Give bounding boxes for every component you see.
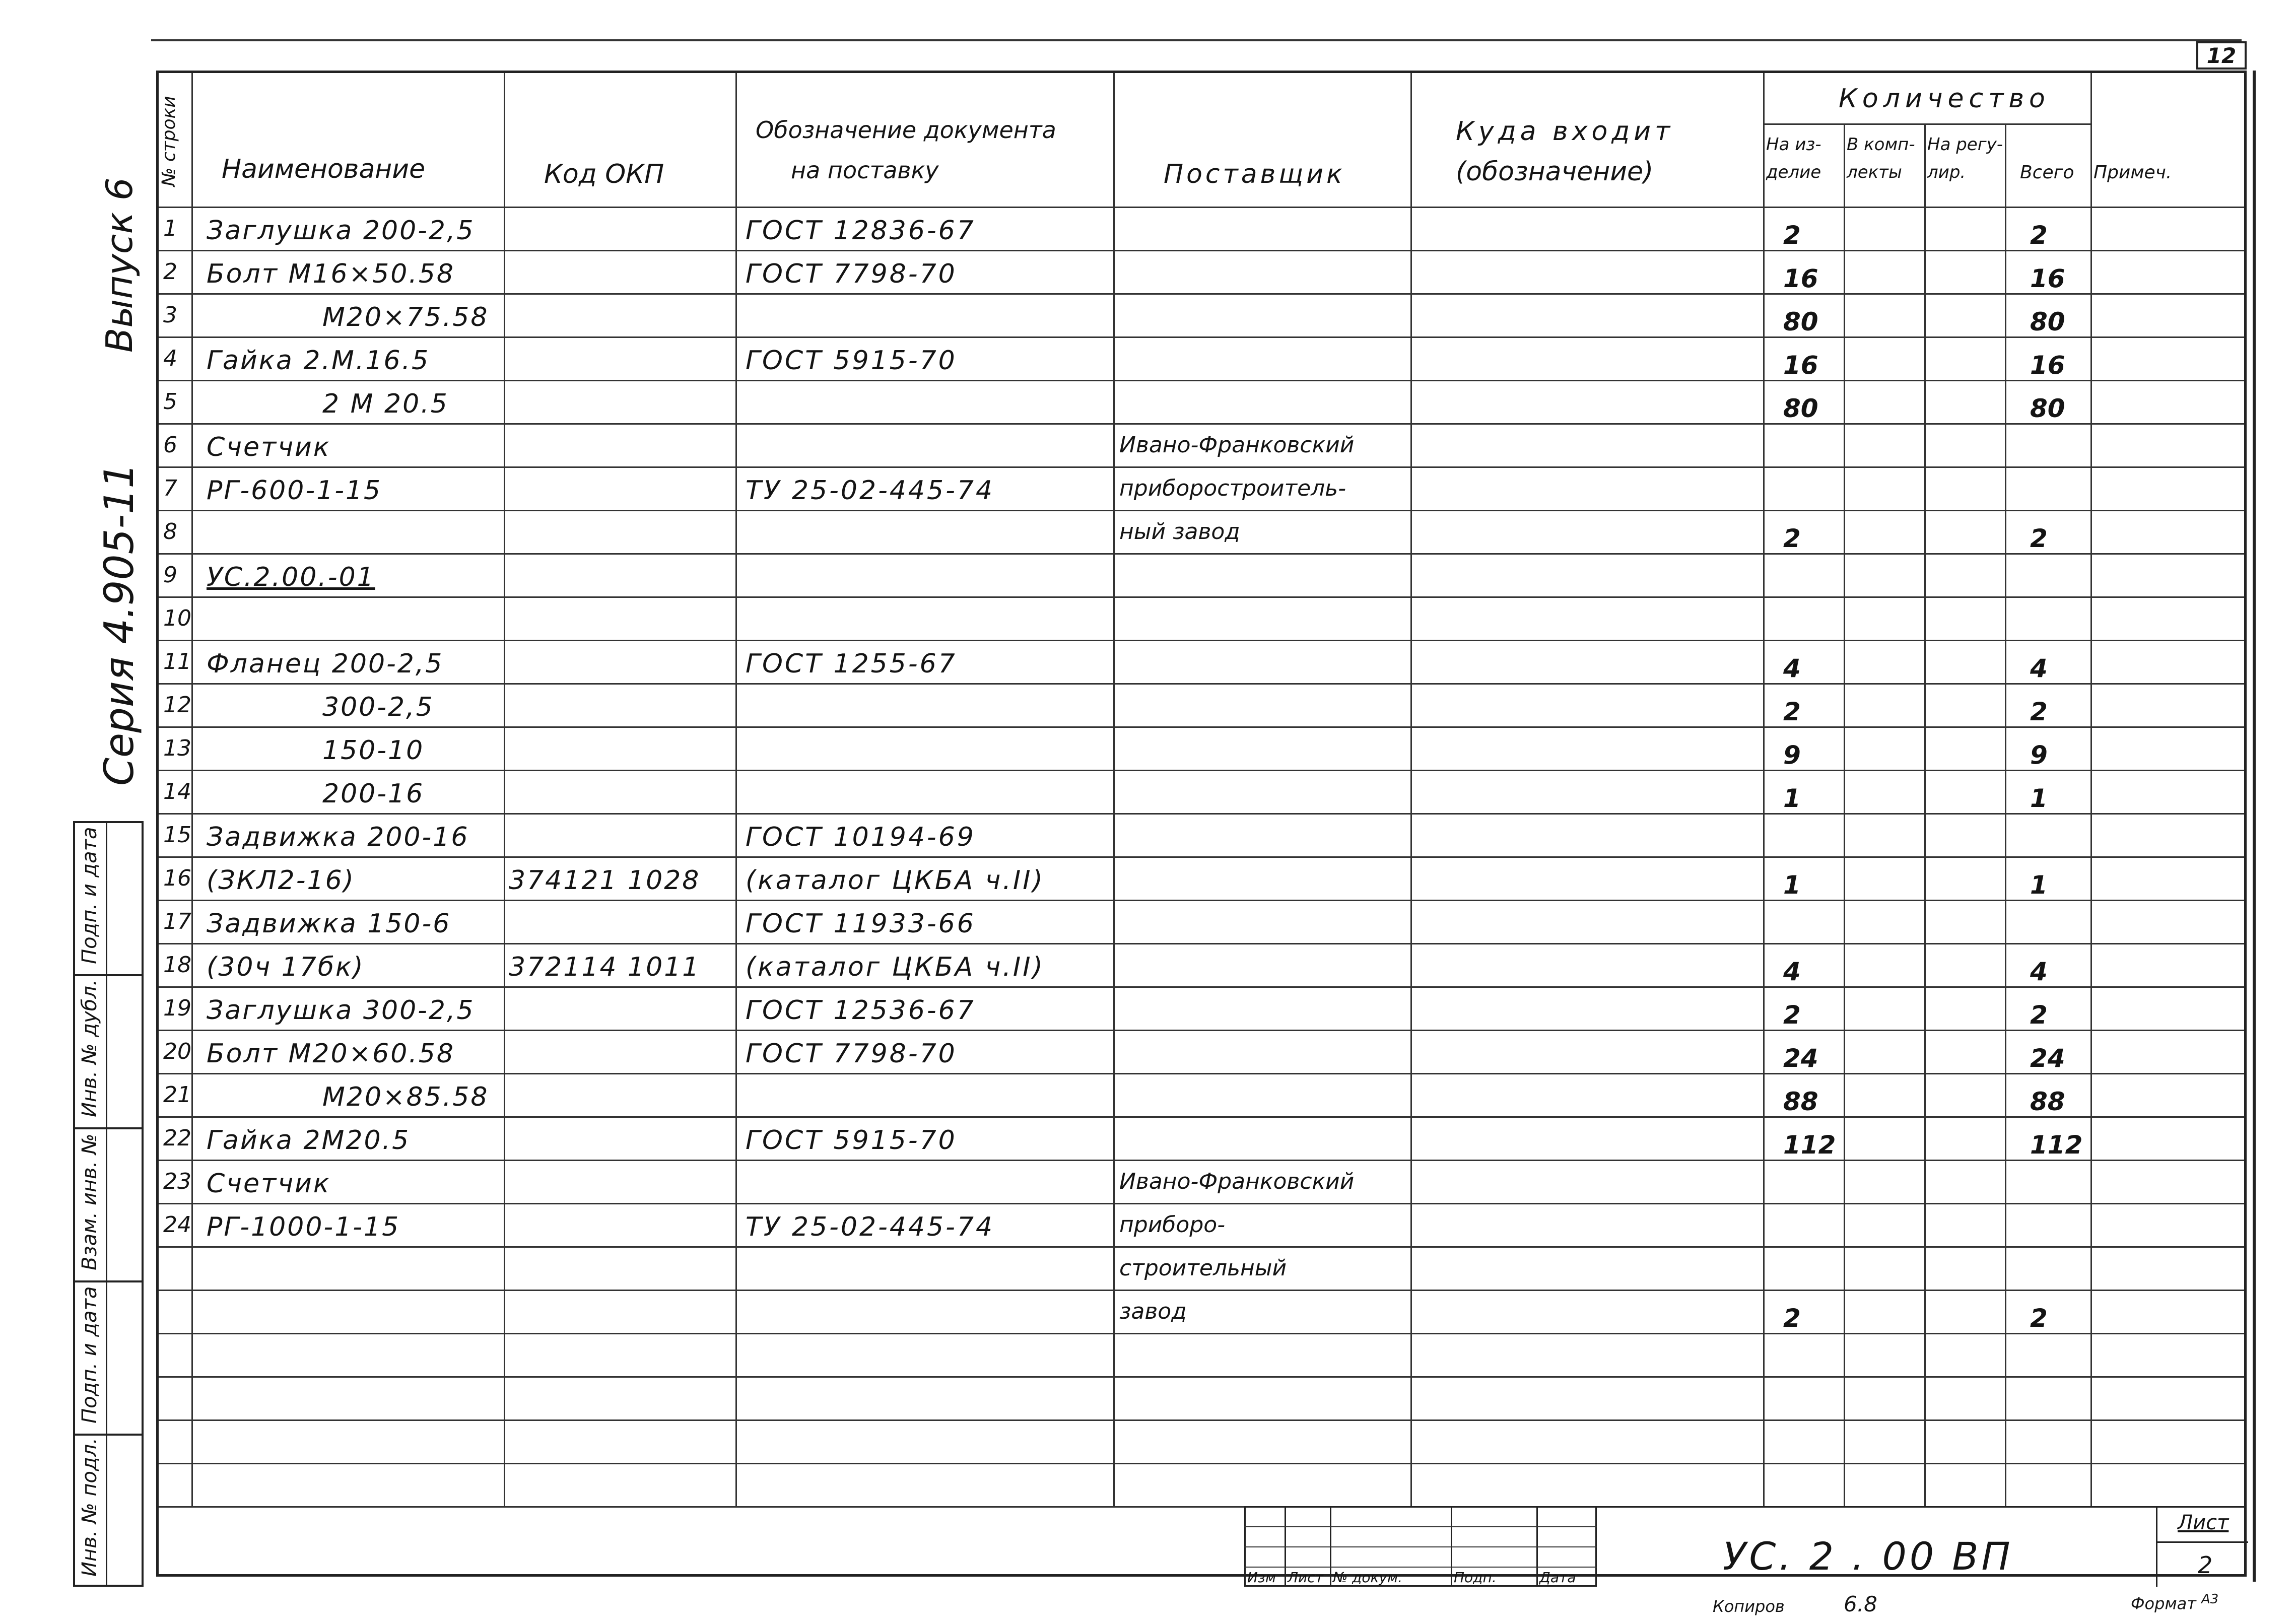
sheet-label: Лист — [2178, 1511, 2229, 1534]
row-okp-code: 374121 1028 — [509, 865, 701, 896]
row-name: Гайка 2.М.16.5 — [207, 346, 430, 376]
row-quantity-per-item: 4 — [1783, 654, 1801, 683]
row-quantity-per-item: 1 — [1783, 784, 1801, 813]
header-total: Всего — [2020, 162, 2074, 183]
title-block-label: Подп. — [1454, 1569, 1497, 1586]
header-in-sets-line2: лекты — [1847, 162, 1902, 182]
row-name: РГ-600-1-15 — [207, 476, 382, 506]
row-quantity-total: 4 — [2030, 654, 2048, 683]
row-number: 15 — [163, 822, 191, 848]
row-name: Задвижка 200-16 — [207, 822, 469, 852]
row-quantity-total: 80 — [2030, 307, 2065, 336]
row-quantity-total: 16 — [2030, 264, 2065, 293]
row-supplier: строительный — [1119, 1255, 1287, 1281]
title-block-label: Лист — [1288, 1569, 1323, 1586]
copied-value: 6.8 — [1844, 1592, 1877, 1616]
row-name: М20×75.58 — [322, 302, 489, 332]
row-document: ГОСТ 7798-70 — [746, 1039, 957, 1069]
row-quantity-per-item: 112 — [1783, 1130, 1836, 1160]
header-per-item: На из- — [1766, 134, 1821, 155]
copied-label: Копиров — [1713, 1597, 1785, 1616]
row-supplier: приборостроитель- — [1119, 476, 1346, 501]
header-name: Наименование — [222, 154, 426, 184]
series-label: Серия 4.905-11 — [96, 462, 143, 786]
row-document: ГОСТ 11933-66 — [746, 909, 976, 939]
row-document: (каталог ЦКБА ч.II) — [746, 952, 1045, 982]
row-document: ГОСТ 5915-70 — [746, 346, 957, 376]
header-where-line2: (обозначение) — [1456, 157, 1654, 187]
row-quantity-per-item: 16 — [1783, 264, 1818, 293]
row-quantity-total: 1 — [2030, 784, 2048, 813]
issue-label: Выпуск 6 — [98, 177, 141, 353]
row-number: 3 — [163, 302, 177, 328]
row-number: 14 — [163, 779, 191, 804]
row-quantity-per-item: 2 — [1783, 697, 1801, 726]
row-quantity-total: 1 — [2030, 870, 2048, 900]
row-quantity-total: 2 — [2030, 697, 2048, 726]
row-quantity-total: 2 — [2030, 1304, 2048, 1333]
row-supplier: ный завод — [1119, 519, 1240, 545]
row-document: ГОСТ 1255-67 — [746, 649, 957, 679]
row-name: 300-2,5 — [322, 692, 434, 722]
header-per-item-line2: делие — [1766, 162, 1821, 182]
page-number: 12 — [2206, 43, 2237, 68]
row-quantity-total: 24 — [2030, 1044, 2065, 1073]
header-where: Куда входит — [1456, 116, 1674, 147]
row-name: Гайка 2М20.5 — [207, 1125, 411, 1156]
row-number: 10 — [163, 605, 191, 631]
row-supplier: завод — [1119, 1299, 1187, 1324]
margin-divider — [73, 1434, 144, 1436]
row-quantity-total: 2 — [2030, 1000, 2048, 1030]
row-quantity-total: 9 — [2030, 740, 2048, 770]
row-quantity-total: 2 — [2030, 221, 2048, 250]
row-quantity-per-item: 4 — [1783, 957, 1801, 986]
row-quantity-per-item: 2 — [1783, 524, 1801, 553]
row-number: 4 — [163, 346, 177, 371]
header-okp-code: Код ОКП — [544, 159, 664, 189]
row-number: 19 — [163, 995, 191, 1021]
row-quantity-per-item: 24 — [1783, 1044, 1818, 1073]
page-number-box — [2196, 41, 2247, 70]
margin-field-label: Инв. № дубл. — [78, 979, 101, 1117]
row-name: РГ-1000-1-15 — [207, 1212, 400, 1242]
margin-divider — [73, 1280, 144, 1282]
title-block-label: Изм — [1247, 1569, 1276, 1586]
row-quantity-total: 88 — [2030, 1087, 2065, 1116]
header-document: Обозначение документа — [756, 116, 1056, 144]
format-label: Формат $^{А3}$ — [2131, 1592, 2219, 1613]
row-number: 17 — [163, 909, 191, 934]
margin-divider — [73, 1127, 144, 1129]
row-quantity-per-item: 2 — [1783, 1000, 1801, 1030]
margin-field-label: Взам. инв. № — [78, 1133, 101, 1270]
row-document: ГОСТ 12536-67 — [746, 995, 976, 1026]
row-number: 1 — [163, 216, 177, 241]
row-number: 18 — [163, 952, 191, 978]
row-document: ТУ 25-02-445-74 — [746, 476, 995, 506]
row-quantity-total: 16 — [2030, 351, 2065, 380]
row-quantity-per-item: 80 — [1783, 394, 1818, 423]
row-document: ГОСТ 10194-69 — [746, 822, 976, 852]
header-note: Примеч. — [2094, 162, 2172, 183]
row-name: Болт М20×60.58 — [207, 1039, 455, 1069]
row-number: 6 — [163, 432, 177, 458]
row-name: М20×85.58 — [322, 1082, 489, 1112]
row-name: (30ч 17бк) — [207, 952, 365, 982]
row-quantity-per-item: 2 — [1783, 221, 1801, 250]
row-name: 150-10 — [322, 735, 425, 766]
row-name: 2 М 20.5 — [322, 389, 449, 419]
row-number: 24 — [163, 1212, 191, 1238]
row-name: Счетчик — [207, 1169, 331, 1199]
row-number: 20 — [163, 1039, 191, 1064]
row-number: 22 — [163, 1125, 191, 1151]
row-number: 12 — [163, 692, 191, 718]
header-row-number: № строки — [159, 96, 179, 186]
margin-field-label: Инв. № подл. — [78, 1438, 101, 1577]
row-name: Задвижка 150-6 — [207, 909, 451, 939]
row-okp-code: 372114 1011 — [509, 952, 701, 982]
row-quantity-per-item: 80 — [1783, 307, 1818, 336]
row-number: 9 — [163, 562, 177, 588]
sheet-number: 2 — [2198, 1551, 2213, 1579]
top-rule — [151, 39, 2242, 41]
row-number: 13 — [163, 735, 191, 761]
row-number: 8 — [163, 519, 177, 545]
row-quantity-total: 112 — [2030, 1130, 2083, 1160]
row-name: 200-16 — [322, 779, 425, 809]
row-supplier: Ивано-Франковский — [1119, 1169, 1355, 1194]
row-document: ГОСТ 5915-70 — [746, 1125, 957, 1156]
row-quantity-total: 2 — [2030, 524, 2048, 553]
header-supplier: Поставщик — [1164, 159, 1345, 189]
document-code: УС. 2 . 00 ВП — [1723, 1534, 2013, 1579]
sheet-frame — [156, 71, 2247, 1577]
row-document: (каталог ЦКБА ч.II) — [746, 865, 1045, 896]
row-quantity-total: 80 — [2030, 394, 2065, 423]
sheet-cell — [2156, 1506, 2247, 1587]
row-quantity-per-item: 16 — [1783, 351, 1818, 380]
header-in-sets: В комп- — [1847, 134, 1915, 155]
row-quantity-per-item: 88 — [1783, 1087, 1818, 1116]
right-border — [2253, 71, 2256, 1582]
row-name: (ЗКЛ2-16) — [207, 865, 355, 896]
title-block-label: Дата — [1539, 1569, 1576, 1586]
margin-strip-divider — [106, 821, 107, 1587]
row-name: Фланец 200-2,5 — [207, 649, 444, 679]
row-number: 23 — [163, 1169, 191, 1194]
row-supplier: Ивано-Франковский — [1119, 432, 1355, 458]
row-document: ГОСТ 12836-67 — [746, 216, 976, 246]
header-for-regulation: На регу- — [1927, 134, 2003, 155]
row-name: Заглушка 200-2,5 — [207, 216, 475, 246]
row-name: УС.2.00.-01 — [207, 562, 375, 592]
title-block-label: № докум. — [1333, 1569, 1403, 1586]
row-document: ГОСТ 7798-70 — [746, 259, 957, 289]
row-quantity-total: 4 — [2030, 957, 2048, 986]
margin-field-label: Подп. и дата — [78, 1286, 101, 1424]
margin-divider — [73, 974, 144, 976]
title-block — [1244, 1506, 2252, 1592]
row-number: 5 — [163, 389, 177, 415]
row-number: 11 — [163, 649, 191, 674]
title-block-row — [1244, 1567, 1597, 1568]
row-supplier: приборо- — [1119, 1212, 1226, 1238]
row-number: 7 — [163, 476, 177, 501]
row-quantity-per-item: 9 — [1783, 740, 1801, 770]
row-number: 2 — [163, 259, 177, 285]
margin-field-label: Подп. и дата — [78, 827, 101, 964]
row-quantity-per-item: 1 — [1783, 870, 1801, 900]
row-quantity-per-item: 2 — [1783, 1304, 1801, 1333]
header-document-line2: на поставку — [791, 157, 939, 184]
header-quantity: Количество — [1839, 84, 2050, 114]
title-block-row — [1244, 1526, 1597, 1527]
header-for-regulation-line2: лир. — [1927, 162, 1966, 182]
row-number: 21 — [163, 1082, 191, 1108]
row-name: Болт М16×50.58 — [207, 259, 455, 289]
row-number: 16 — [163, 865, 191, 891]
row-name: Счетчик — [207, 432, 331, 462]
row-name: Заглушка 300-2,5 — [207, 995, 475, 1026]
row-document: ТУ 25-02-445-74 — [746, 1212, 995, 1242]
title-block-row — [1244, 1546, 1597, 1547]
